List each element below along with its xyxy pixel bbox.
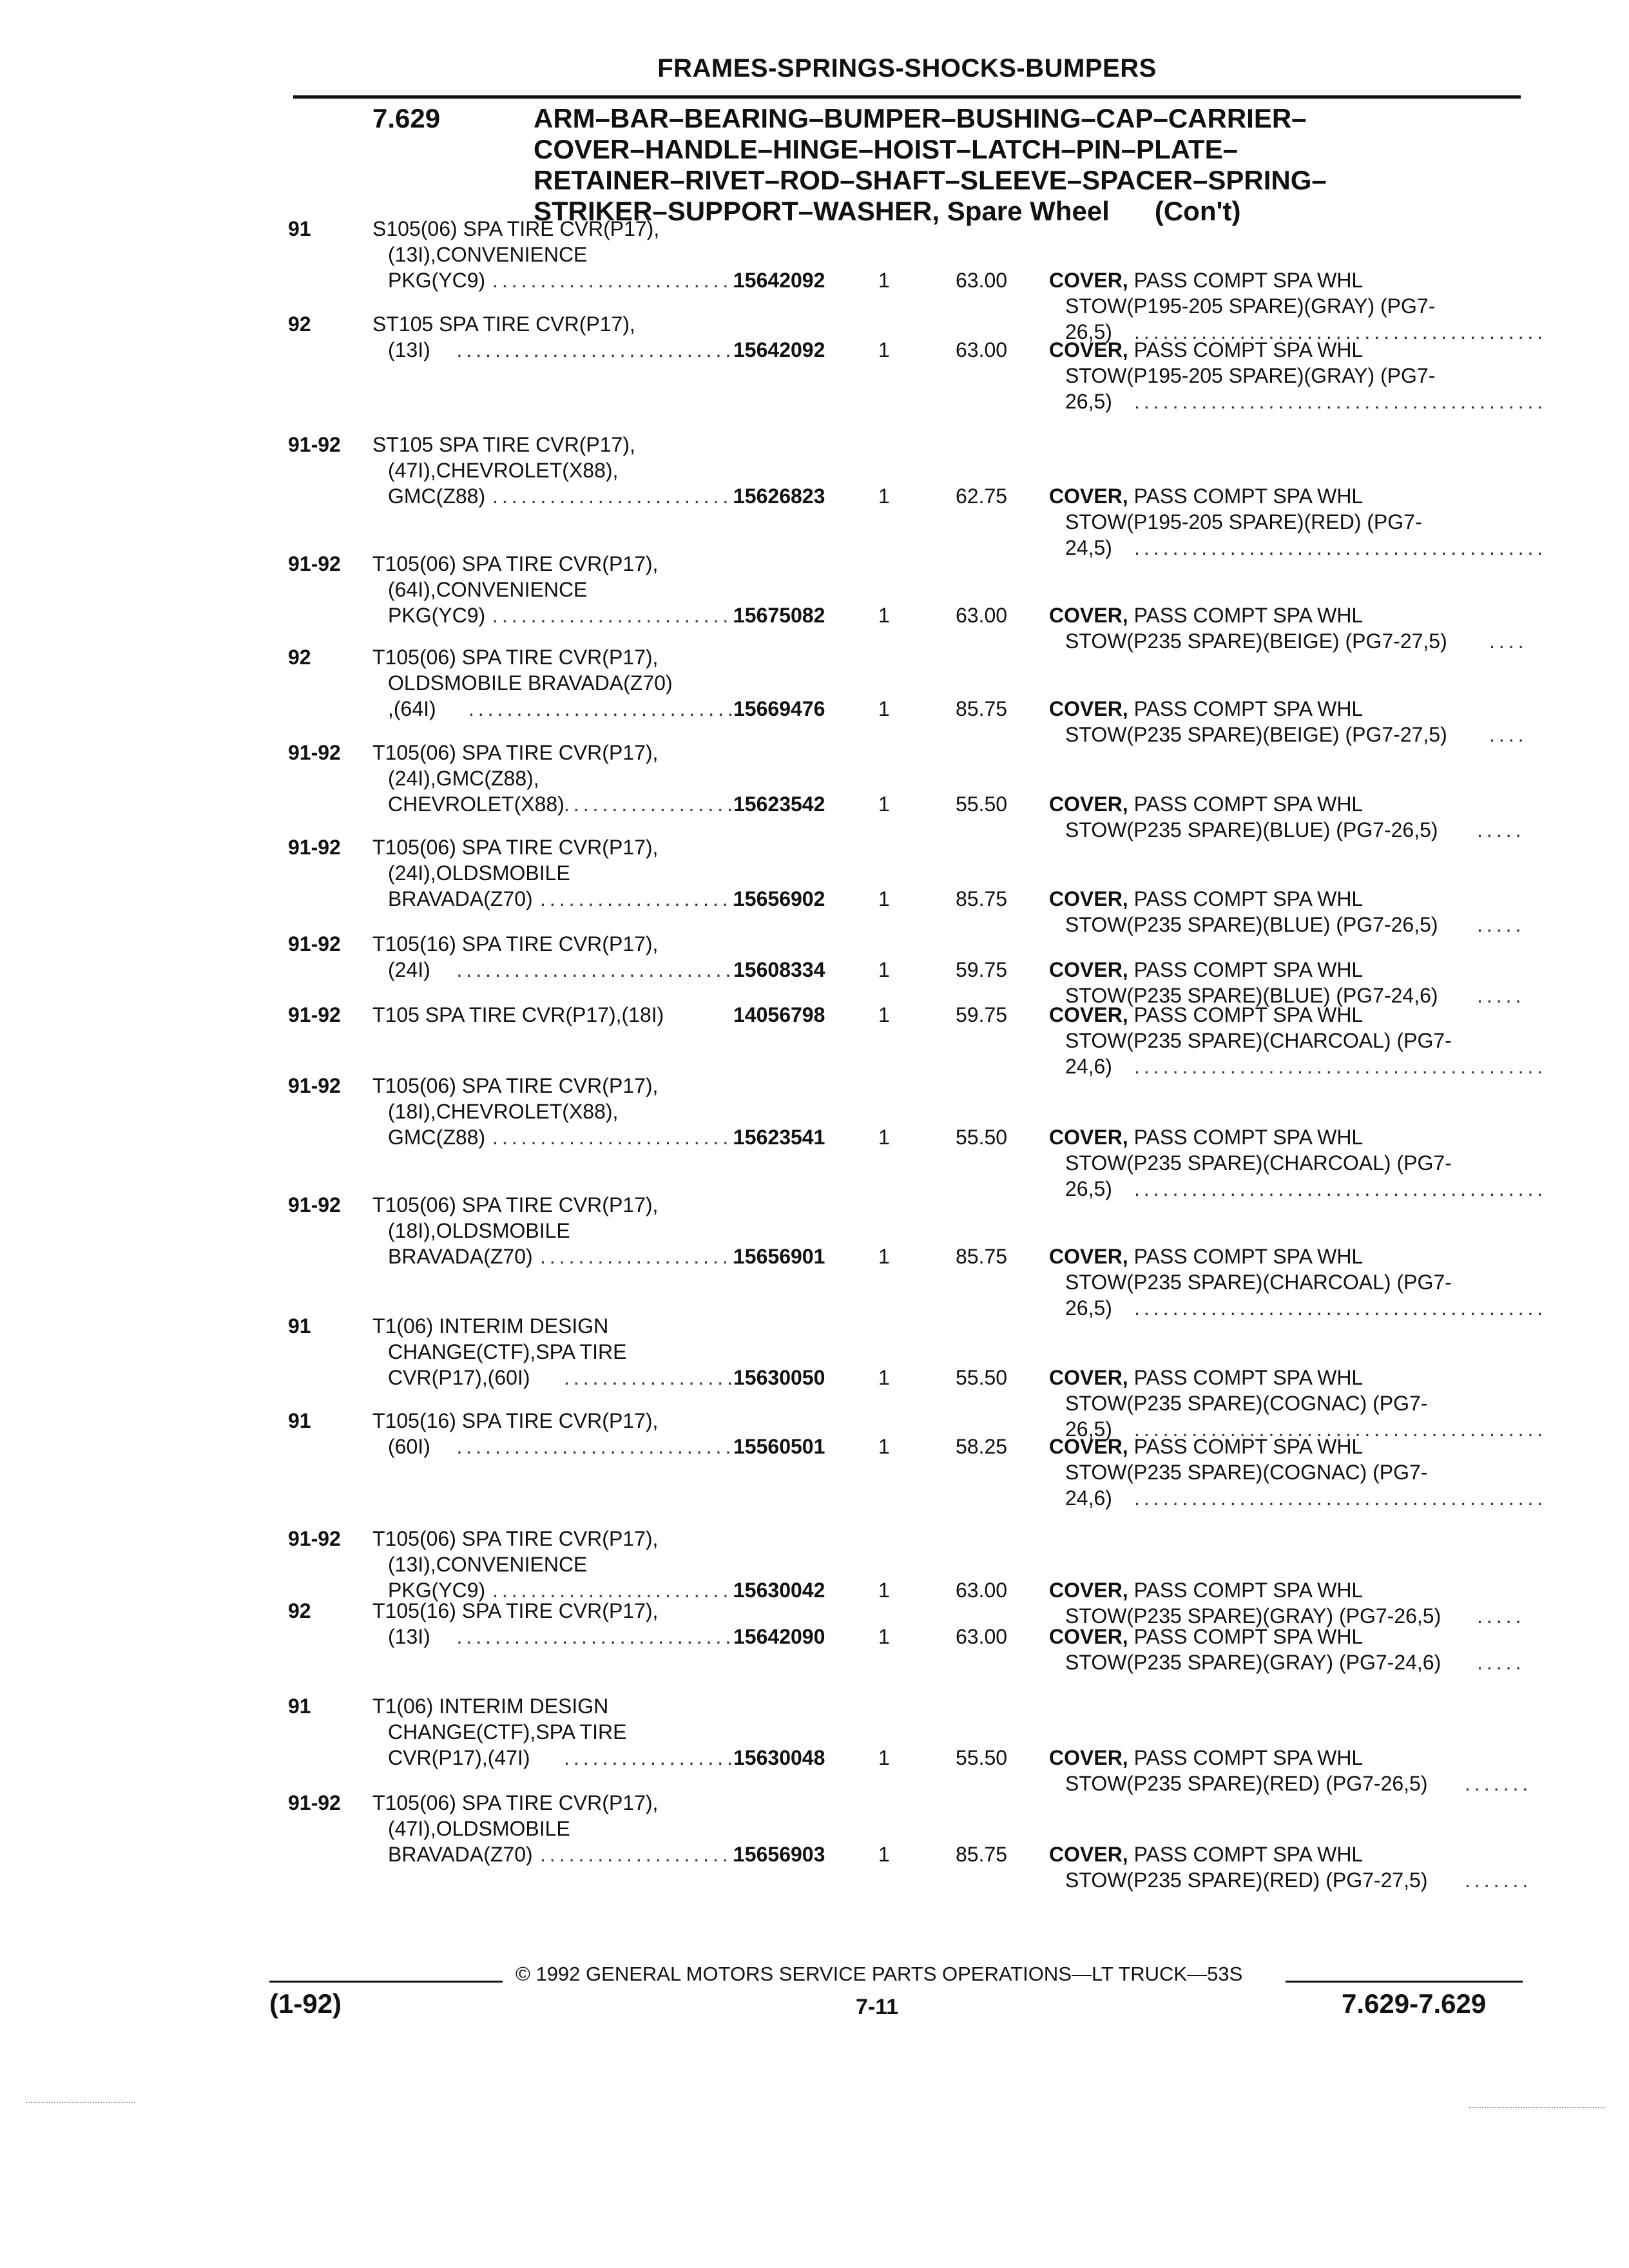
part-description-line: BRAVADA(Z70) <box>388 1843 533 1866</box>
quantity: 1 <box>878 958 890 981</box>
cover-description-line: STOW(P235 SPARE)(RED) (PG7-27,5) <box>1065 1869 1428 1892</box>
part-number: 14056798 <box>733 1003 825 1026</box>
part-number: 15642092 <box>733 338 825 361</box>
cover-description-line: 26,5) <box>1065 320 1112 343</box>
quantity: 1 <box>878 338 890 361</box>
model-year: 91-92 <box>288 1791 341 1814</box>
dot-leader: .............................. <box>456 958 745 981</box>
price: 63.00 <box>956 1579 1008 1602</box>
cover-text: PASS COMPT SPA WHL <box>1133 1003 1364 1026</box>
cover-description-line: STOW(P195-205 SPARE)(GRAY) (PG7- <box>1065 294 1436 318</box>
cover-description-line: STOW(P235 SPARE)(BEIGE) (PG7-27,5) <box>1065 723 1447 746</box>
model-year: 92 <box>288 646 311 669</box>
part-number: 15630048 <box>733 1746 825 1769</box>
part-description-line: PKG(YC9) <box>388 269 486 292</box>
quantity: 1 <box>878 485 890 508</box>
dot-leader: .......................... <box>492 1126 742 1149</box>
part-number: 15630050 <box>733 1366 825 1389</box>
dot-leader: ........................................... <box>1134 1418 1547 1441</box>
part-description-line: T1(06) INTERIM DESIGN <box>372 1314 609 1338</box>
dot-leader: ................... <box>564 793 746 816</box>
cover-label: COVER, <box>1049 697 1128 720</box>
model-year: 91-92 <box>288 433 341 456</box>
dot-leader: ..... <box>1477 1604 1525 1628</box>
cover-text: PASS COMPT SPA WHL <box>1133 1579 1364 1602</box>
cover-label: COVER, <box>1049 1435 1128 1458</box>
price: 63.00 <box>956 1625 1008 1648</box>
cover-description-line: 26,5) <box>1065 1296 1112 1320</box>
cover-text: PASS COMPT SPA WHL <box>1133 1746 1364 1769</box>
cover-description-line: STOW(P235 SPARE)(BLUE) (PG7-26,5) <box>1065 818 1438 841</box>
dot-leader: ................... <box>564 1366 746 1389</box>
part-number: 15623541 <box>733 1126 825 1149</box>
model-year: 91-92 <box>288 1003 341 1026</box>
dot-leader: ........................................... <box>1134 320 1547 343</box>
scan-artifact <box>1469 2107 1605 2108</box>
part-description-line: T105(06) SPA TIRE CVR(P17), <box>372 741 659 764</box>
section-title-line: RETAINER–RIVET–ROD–SHAFT–SLEEVE–SPACER–SPRING– <box>534 165 1327 195</box>
price: 55.50 <box>956 1126 1008 1149</box>
part-description-line: PKG(YC9) <box>388 604 486 627</box>
continued-label: (Con't) <box>1154 196 1241 226</box>
cover-description-line <box>1049 337 1363 363</box>
cover-text: PASS COMPT SPA WHL <box>1133 1843 1364 1866</box>
cover-description-line: 26,5) <box>1065 390 1112 413</box>
part-description-line: (64I),CONVENIENCE <box>388 578 588 601</box>
part-description-line: T105(06) SPA TIRE CVR(P17), <box>372 1193 659 1216</box>
section-title-line <box>534 196 1468 227</box>
cover-text: PASS COMPT SPA WHL <box>1133 1435 1364 1458</box>
part-description-line: (60I) <box>388 1435 430 1458</box>
cover-description-line <box>1049 791 1363 817</box>
quantity: 1 <box>878 1746 890 1769</box>
cover-description-line: STOW(P235 SPARE)(CHARCOAL) (PG7- <box>1065 1271 1452 1294</box>
section-number: 7.629 <box>372 103 441 133</box>
cover-label: COVER, <box>1049 887 1128 910</box>
dot-leader: ................... <box>564 1746 746 1769</box>
quantity: 1 <box>878 604 890 627</box>
cover-label: COVER, <box>1049 958 1128 981</box>
model-year: 91-92 <box>288 1527 341 1550</box>
cover-label: COVER, <box>1049 793 1128 816</box>
cover-description-line <box>1049 602 1363 628</box>
model-year: 91 <box>288 1409 311 1432</box>
model-year: 92 <box>288 1599 311 1622</box>
cover-description-line <box>1049 1244 1363 1269</box>
cover-text: PASS COMPT SPA WHL <box>1133 485 1364 508</box>
part-number: 15675082 <box>733 604 825 627</box>
price: 63.00 <box>956 338 1008 361</box>
cover-label: COVER, <box>1049 485 1128 508</box>
part-description-line: CHANGE(CTF),SPA TIRE <box>388 1340 627 1363</box>
cover-description-line: 24,6) <box>1065 1486 1112 1510</box>
part-description-line: CVR(P17),(47I) <box>388 1746 530 1769</box>
cover-description-line: 24,6) <box>1065 1055 1112 1078</box>
part-description-line: (47I),CHEVROLET(X88), <box>388 459 619 482</box>
dot-leader: ....... <box>1465 1869 1532 1892</box>
cover-description-line: STOW(P235 SPARE)(COGNAC) (PG7- <box>1065 1461 1428 1484</box>
part-number: 15656903 <box>733 1843 825 1866</box>
quantity: 1 <box>878 697 890 720</box>
part-description-line: ,(64I) <box>388 697 436 720</box>
model-year: 91-92 <box>288 741 341 764</box>
model-year: 91 <box>288 1695 311 1718</box>
part-description-line: (13I) <box>388 1625 430 1648</box>
cover-text: PASS COMPT SPA WHL <box>1133 604 1364 627</box>
cover-description-line <box>1049 696 1363 722</box>
cover-label: COVER, <box>1049 1366 1128 1389</box>
dot-leader: .............................. <box>456 1435 745 1458</box>
dot-leader: .... <box>1489 629 1528 653</box>
part-description-line: CHEVROLET(X88) <box>388 793 564 816</box>
footer-section-range: 7.629-7.629 <box>1342 1988 1487 2019</box>
section-title-line: COVER–HANDLE–HINGE–HOIST–LATCH–PIN–PLATE– <box>534 134 1238 164</box>
cover-text: PASS COMPT SPA WHL <box>1133 338 1364 361</box>
dot-leader: .......................... <box>492 485 742 508</box>
dot-leader: ..................... <box>540 1843 742 1866</box>
cover-label: COVER, <box>1049 604 1128 627</box>
price: 55.50 <box>956 793 1008 816</box>
dot-leader: ........................................... <box>1134 536 1547 559</box>
price: 55.50 <box>956 1746 1008 1769</box>
cover-description-line <box>1049 1124 1363 1150</box>
cover-label: COVER, <box>1049 1245 1128 1268</box>
part-number: 15642092 <box>733 269 825 292</box>
cover-description-line: STOW(P235 SPARE)(CHARCOAL) (PG7- <box>1065 1029 1452 1052</box>
part-description-line: (24I) <box>388 958 430 981</box>
cover-description-line <box>1049 267 1363 293</box>
cover-description-line <box>1049 1745 1363 1771</box>
part-description-line: CVR(P17),(60I) <box>388 1366 530 1389</box>
part-description-line: CHANGE(CTF),SPA TIRE <box>388 1720 627 1744</box>
cover-description-line <box>1049 1624 1363 1649</box>
part-description-line: BRAVADA(Z70) <box>388 887 533 910</box>
dot-leader: .......................... <box>492 1579 742 1602</box>
cover-label: COVER, <box>1049 1625 1128 1648</box>
part-number: 15626823 <box>733 485 825 508</box>
page-header-title: FRAMES-SPRINGS-SHOCKS-BUMPERS <box>657 54 1157 82</box>
cover-description-line: STOW(P235 SPARE)(COGNAC) (PG7- <box>1065 1392 1428 1415</box>
cover-label: COVER, <box>1049 269 1128 292</box>
quantity: 1 <box>878 1579 890 1602</box>
cover-description-line <box>1049 1841 1363 1867</box>
cover-description-line: STOW(P235 SPARE)(BEIGE) (PG7-27,5) <box>1065 629 1447 653</box>
cover-text: PASS COMPT SPA WHL <box>1133 1366 1364 1389</box>
cover-description-line: STOW(P235 SPARE)(RED) (PG7-26,5) <box>1065 1772 1428 1795</box>
cover-description-line: STOW(P235 SPARE)(CHARCOAL) (PG7- <box>1065 1151 1452 1175</box>
part-description-line: (18I),CHEVROLET(X88), <box>388 1100 619 1123</box>
price: 63.00 <box>956 269 1008 292</box>
part-description-line: T105(06) SPA TIRE CVR(P17), <box>372 836 659 859</box>
dot-leader: ........................................... <box>1134 1177 1547 1200</box>
cover-description-line <box>1049 886 1363 912</box>
part-description-line: (13I),CONVENIENCE <box>388 243 588 266</box>
cover-description-line: 24,5) <box>1065 536 1112 559</box>
cover-text: PASS COMPT SPA WHL <box>1133 1126 1364 1149</box>
cover-label: COVER, <box>1049 1126 1128 1149</box>
quantity: 1 <box>878 1003 890 1026</box>
part-description-line: GMC(Z88) <box>388 1126 486 1149</box>
footer-copyright: © 1992 GENERAL MOTORS SERVICE PARTS OPERATIONS—LT TRUCK—53S <box>516 1963 1243 1985</box>
cover-description-line <box>1049 483 1363 509</box>
price: 59.75 <box>956 958 1008 981</box>
cover-text: PASS COMPT SPA WHL <box>1133 958 1364 981</box>
model-year: 91-92 <box>288 552 341 575</box>
part-number: 15642090 <box>733 1625 825 1648</box>
cover-description-line: 26,5) <box>1065 1418 1112 1441</box>
cover-description-line <box>1049 1365 1363 1390</box>
price: 62.75 <box>956 485 1008 508</box>
footer-rule-left <box>269 1981 503 1983</box>
dot-leader: ..................... <box>540 1245 742 1268</box>
price: 85.75 <box>956 1245 1008 1268</box>
part-number: 15623542 <box>733 793 825 816</box>
part-description-line: T105(06) SPA TIRE CVR(P17), <box>372 1791 659 1814</box>
part-description-line: T105 SPA TIRE CVR(P17),(18I) <box>372 1003 664 1026</box>
cover-description-line: 26,5) <box>1065 1177 1112 1200</box>
price: 59.75 <box>956 1003 1008 1026</box>
footer-page-number: 7-11 <box>856 1995 899 2019</box>
cover-label: COVER, <box>1049 1003 1128 1026</box>
part-description-line: OLDSMOBILE BRAVADA(Z70) <box>388 671 673 695</box>
scan-artifact <box>26 2102 135 2103</box>
footer-rule-right <box>1286 1981 1523 1983</box>
dot-leader: .............................. <box>456 338 745 361</box>
dot-leader: .......................... <box>492 269 742 292</box>
dot-leader: ........................................... <box>1134 390 1547 413</box>
model-year: 91-92 <box>288 836 341 859</box>
part-description-line: (24I),OLDSMOBILE <box>388 861 570 885</box>
dot-leader: ........................................... <box>1134 1296 1547 1320</box>
part-description-line: (47I),OLDSMOBILE <box>388 1817 570 1840</box>
part-number: 15656902 <box>733 887 825 910</box>
price: 58.25 <box>956 1435 1008 1458</box>
part-number: 15656901 <box>733 1245 825 1268</box>
part-description-line: T105(16) SPA TIRE CVR(P17), <box>372 932 659 956</box>
part-description-line: T105(06) SPA TIRE CVR(P17), <box>372 1527 659 1550</box>
dot-leader: ............................. <box>468 697 747 720</box>
part-number: 15630042 <box>733 1579 825 1602</box>
part-description-line: ST105 SPA TIRE CVR(P17), <box>372 433 635 456</box>
quantity: 1 <box>878 1126 890 1149</box>
model-year: 91-92 <box>288 1074 341 1097</box>
cover-description-line <box>1049 1002 1363 1028</box>
part-description-line: S105(06) SPA TIRE CVR(P17), <box>372 217 660 240</box>
part-description-line: (13I),CONVENIENCE <box>388 1553 588 1576</box>
quantity: 1 <box>878 1843 890 1866</box>
part-number: 15608334 <box>733 958 825 981</box>
cover-text: PASS COMPT SPA WHL <box>1133 1245 1364 1268</box>
part-description-line: T105(06) SPA TIRE CVR(P17), <box>372 552 659 575</box>
part-description-line: (13I) <box>388 338 430 361</box>
dot-leader: ..... <box>1477 913 1525 936</box>
model-year: 91 <box>288 1314 311 1338</box>
part-description-line: T1(06) INTERIM DESIGN <box>372 1695 609 1718</box>
cover-description-line <box>1049 1577 1363 1603</box>
quantity: 1 <box>878 793 890 816</box>
quantity: 1 <box>878 1625 890 1648</box>
price: 63.00 <box>956 604 1008 627</box>
part-number: 15669476 <box>733 697 825 720</box>
cover-description-line: STOW(P235 SPARE)(GRAY) (PG7-24,6) <box>1065 1651 1441 1674</box>
cover-description-line: STOW(P235 SPARE)(GRAY) (PG7-26,5) <box>1065 1604 1441 1628</box>
part-description-line: (18I),OLDSMOBILE <box>388 1219 570 1242</box>
part-description-line: T105(16) SPA TIRE CVR(P17), <box>372 1409 659 1432</box>
cover-description-line <box>1049 957 1363 983</box>
dot-leader: ........................................... <box>1134 1055 1547 1078</box>
quantity: 1 <box>878 269 890 292</box>
dot-leader: ..... <box>1477 1651 1525 1674</box>
cover-label: COVER, <box>1049 338 1128 361</box>
model-year: 91-92 <box>288 932 341 956</box>
dot-leader: .......................... <box>492 604 742 627</box>
cover-description-line: STOW(P235 SPARE)(BLUE) (PG7-26,5) <box>1065 913 1438 936</box>
dot-leader: ..... <box>1477 984 1525 1007</box>
cover-description-line: STOW(P195-205 SPARE)(GRAY) (PG7- <box>1065 364 1436 387</box>
price: 85.75 <box>956 887 1008 910</box>
quantity: 1 <box>878 1435 890 1458</box>
cover-description-line: STOW(P235 SPARE)(BLUE) (PG7-24,6) <box>1065 984 1438 1007</box>
dot-leader: ........................................... <box>1134 1486 1547 1510</box>
model-year: 91 <box>288 217 311 240</box>
cover-description-line <box>1049 1434 1363 1459</box>
section-title <box>534 103 1468 227</box>
part-description-line: T105(06) SPA TIRE CVR(P17), <box>372 646 659 669</box>
section-title-last: STRIKER–SUPPORT–WASHER, Spare Wheel <box>534 196 1110 226</box>
part-description-line: (24I),GMC(Z88), <box>388 767 539 790</box>
cover-label: COVER, <box>1049 1746 1128 1769</box>
price: 85.75 <box>956 697 1008 720</box>
part-description-line: T105(06) SPA TIRE CVR(P17), <box>372 1074 659 1097</box>
model-year: 91-92 <box>288 1193 341 1216</box>
quantity: 1 <box>878 887 890 910</box>
cover-text: PASS COMPT SPA WHL <box>1133 887 1364 910</box>
part-description-line: T105(16) SPA TIRE CVR(P17), <box>372 1599 659 1622</box>
part-description-line: PKG(YC9) <box>388 1579 486 1602</box>
price: 55.50 <box>956 1366 1008 1389</box>
page-header <box>293 52 1521 99</box>
section-title-line: ARM–BAR–BEARING–BUMPER–BUSHING–CAP–CARRIER– <box>534 103 1307 133</box>
dot-leader: ....... <box>1465 1772 1532 1795</box>
quantity: 1 <box>878 1245 890 1268</box>
cover-text: PASS COMPT SPA WHL <box>1133 793 1364 816</box>
cover-text: PASS COMPT SPA WHL <box>1133 1625 1364 1648</box>
cover-text: PASS COMPT SPA WHL <box>1133 269 1364 292</box>
part-description-line: GMC(Z88) <box>388 485 486 508</box>
price: 85.75 <box>956 1843 1008 1866</box>
cover-label: COVER, <box>1049 1579 1128 1602</box>
dot-leader: ..................... <box>540 887 742 910</box>
quantity: 1 <box>878 1366 890 1389</box>
cover-text: PASS COMPT SPA WHL <box>1133 697 1364 720</box>
model-year: 92 <box>288 312 311 336</box>
cover-label: COVER, <box>1049 1843 1128 1866</box>
cover-description-line: STOW(P195-205 SPARE)(RED) (PG7- <box>1065 510 1422 533</box>
footer-date-code: (1-92) <box>269 1988 342 2019</box>
part-number: 15560501 <box>733 1435 825 1458</box>
dot-leader: .............................. <box>456 1625 745 1648</box>
dot-leader: ..... <box>1477 818 1525 841</box>
part-description-line: ST105 SPA TIRE CVR(P17), <box>372 312 635 336</box>
part-description-line: BRAVADA(Z70) <box>388 1245 533 1268</box>
dot-leader: .... <box>1489 723 1528 746</box>
